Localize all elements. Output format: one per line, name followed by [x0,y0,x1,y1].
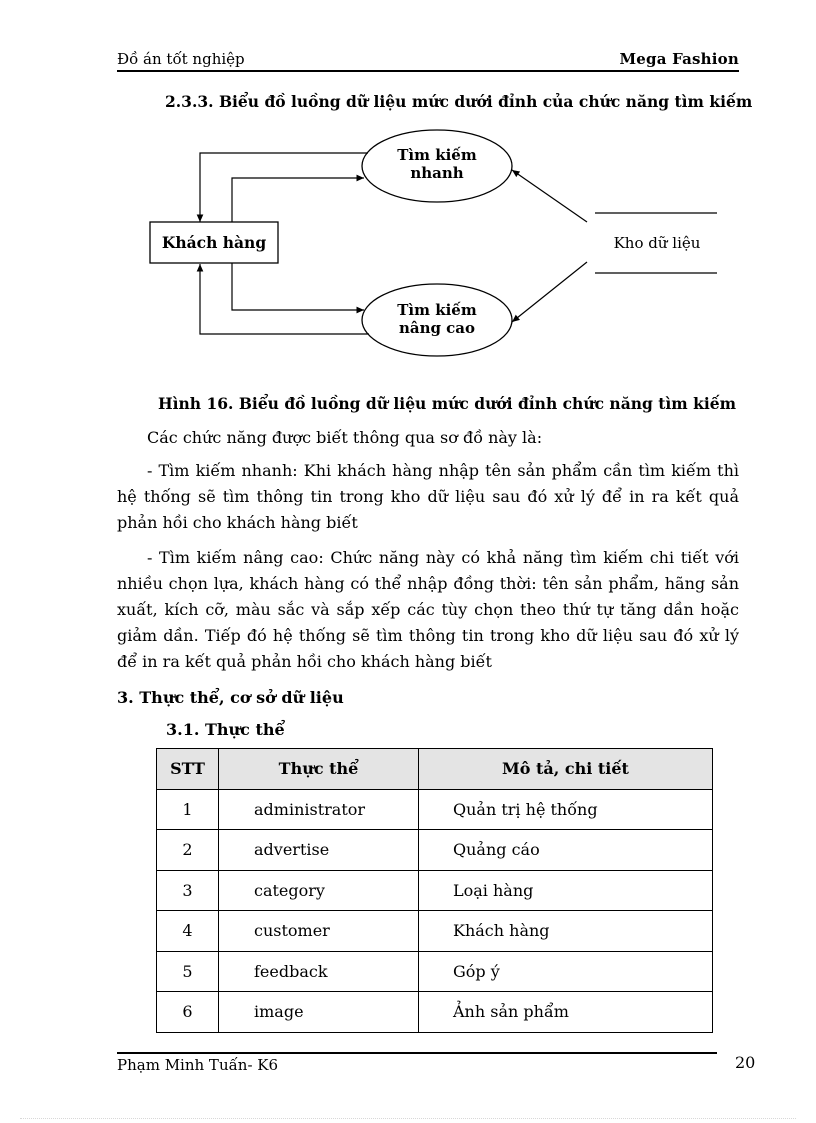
header-project-name: Mega Fashion [619,50,739,68]
table-row [157,870,713,911]
footer-divider [117,1052,717,1054]
advanced-search-paragraph [117,545,739,675]
header-document-type: Đồ án tốt nghiệp [117,50,245,68]
process-advanced-search-line2: nâng cao [398,319,476,337]
customer-entity-label: Khách hàng [161,233,267,252]
quick-search-text: - Tìm kiếm nhanh: Khi khách hàng nhập tên sản phẩm cần tìm kiếm thì hệ thống sẽ tìm thông tin trong kho dữ liệu sau đó xử lý để in ra kết quả phản hồi cho khách hàng biết [117,461,739,532]
heading-entities: 3.1. Thực thể [166,720,285,739]
cell-entity: image [219,992,419,1033]
advanced-search-text: - Tìm kiếm nâng cao: Chức năng này có khả năng tìm kiếm chi tiết với nhiều chọn lựa, khách hàng có thể nhập đồng thời: tên sản phẩm, hãng sản xuất, kích cỡ, màu sắc và sắp xếp các tùy chọn theo thứ tự tăng dần hoặc giảm dần. Tiếp đó hệ thống sẽ tìm thông tin trong kho dữ liệu sau đó xử lý để in ra kết quả phản hồi cho khách hàng biết [117,548,739,671]
footer-author: Phạm Minh Tuấn- K6 [117,1056,279,1074]
cell-description: Khách hàng [419,911,713,952]
figure-caption: Hình 16. Biểu đồ luồng dữ liệu mức dưới đỉnh chức năng tìm kiếm [158,394,736,413]
cell-description: Quản trị hệ thống [419,789,713,830]
flow-quick-to-customer [200,153,368,222]
cell-stt: 5 [157,951,219,992]
intro-paragraph [117,425,739,451]
entities-table [156,748,713,1033]
intro-text: Các chức năng được biết thông qua sơ đồ này là: [147,428,543,447]
quick-search-paragraph [117,458,739,536]
table-header-row [157,749,713,790]
flow-customer-to-quick [232,178,364,222]
cell-stt: 2 [157,830,219,871]
column-header-stt: STT [157,749,219,790]
cell-description: Góp ý [419,951,713,992]
flow-datastore-to-advanced [512,262,587,322]
data-flow-diagram [0,0,816,400]
process-quick-search-line2: nhanh [410,164,464,182]
page-edge-dotted-line [20,1118,796,1119]
flow-advanced-to-customer [200,264,369,334]
cell-entity: feedback [219,951,419,992]
cell-description: Ảnh sản phẩm [419,992,713,1033]
cell-entity: administrator [219,789,419,830]
column-header-description: Mô tả, chi tiết [419,749,713,790]
table-row [157,830,713,871]
cell-stt: 3 [157,870,219,911]
heading-entities-database: 3. Thực thể, cơ sở dữ liệu [117,688,344,707]
cell-entity: advertise [219,830,419,871]
cell-description: Loại hàng [419,870,713,911]
flow-datastore-to-quick [512,170,587,222]
page-number: 20 [735,1053,756,1072]
cell-stt: 1 [157,789,219,830]
process-quick-search-line1: Tìm kiếm [397,146,477,164]
cell-description: Quảng cáo [419,830,713,871]
process-advanced-search-line1: Tìm kiếm [397,301,477,319]
datastore-label: Kho dữ liệu [613,234,701,252]
flow-customer-to-advanced [232,263,364,310]
cell-stt: 6 [157,992,219,1033]
cell-entity: category [219,870,419,911]
table-row [157,911,713,952]
section-title: 2.3.3. Biểu đồ luồng dữ liệu mức dưới đỉnh của chức năng tìm kiếm [165,92,753,111]
table-row [157,951,713,992]
cell-stt: 4 [157,911,219,952]
cell-entity: customer [219,911,419,952]
table-row [157,789,713,830]
table-row [157,992,713,1033]
column-header-entity: Thực thể [219,749,419,790]
